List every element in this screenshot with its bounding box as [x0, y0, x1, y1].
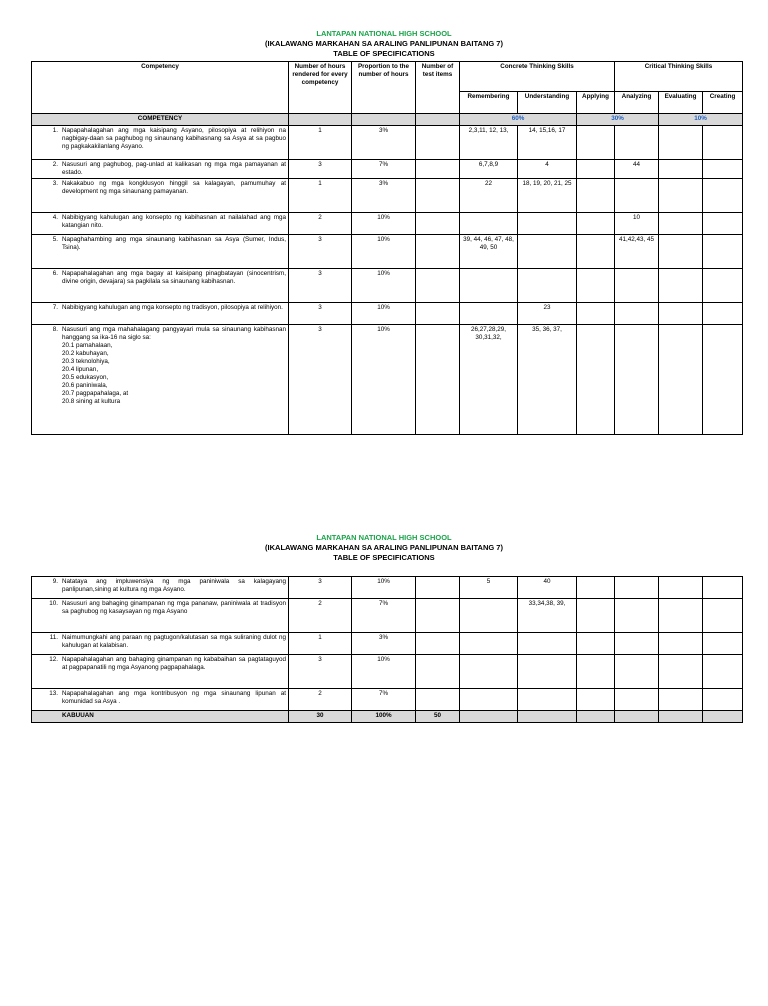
competency-subitem: 20.1 pamahalaan, [62, 342, 113, 349]
hours-cell: 2 [289, 213, 352, 235]
evaluating-cell [659, 655, 703, 689]
competency-number: 1. [52, 127, 58, 134]
competency-cell [32, 213, 289, 235]
applying-cell [577, 179, 615, 213]
competency-text: Natataya ang impluwensiya ng mga paniniwala sa kalagayang panlipunan,sining at kultura ng mga Asyano. [62, 578, 286, 593]
analyzing-cell [615, 689, 659, 711]
items-cell [416, 179, 460, 213]
col-critical: Critical Thinking Skills [615, 62, 743, 92]
remembering-cell [460, 655, 518, 689]
hours-cell: 3 [289, 655, 352, 689]
hours-cell: 1 [289, 179, 352, 213]
col-creating: Creating [703, 92, 743, 114]
competency-cell [32, 633, 289, 655]
competency-subitem: 20.7 pagpapahalaga, at [62, 390, 129, 397]
totals-label: KABUUAN [32, 711, 289, 723]
hours-cell: 3 [289, 325, 352, 435]
remembering-cell: 2,3,11, 12, 13, [460, 126, 518, 160]
exam-subtitle-2: (IKALAWANG MARKAHAN SA ARALING PANLIPUNAN BAITANG 7) [265, 543, 503, 552]
proportion-cell: 10% [352, 325, 416, 435]
totals-empty-cell [615, 711, 659, 723]
analyzing-cell [615, 325, 659, 435]
pct-critical: 10% [659, 114, 743, 126]
items-cell [416, 689, 460, 711]
hours-cell: 2 [289, 599, 352, 633]
table-row [32, 655, 743, 689]
proportion-cell: 10% [352, 269, 416, 303]
evaluating-cell [659, 633, 703, 655]
competency-subitem: 20.8 sining at kultura [62, 398, 121, 405]
hours-cell: 1 [289, 633, 352, 655]
analyzing-cell [615, 126, 659, 160]
items-cell [416, 160, 460, 179]
competency-subitem: 20.5 edukasyon, [62, 374, 109, 381]
remembering-cell: 22 [460, 179, 518, 213]
applying-cell [577, 269, 615, 303]
table-row [32, 269, 743, 303]
competency-number: 8. [52, 326, 58, 333]
remembering-cell [460, 599, 518, 633]
competency-number: 4. [52, 214, 58, 221]
hours-cell: 3 [289, 269, 352, 303]
competency-number: 13. [49, 690, 58, 697]
totals-empty-cell [659, 711, 703, 723]
creating-cell [703, 213, 743, 235]
hours-cell: 3 [289, 303, 352, 325]
col-proportion: Proportion to the number of hours [352, 62, 416, 114]
proportion-cell: 7% [352, 160, 416, 179]
competency-cell [32, 126, 289, 160]
table-row [32, 126, 743, 160]
items-cell [416, 599, 460, 633]
proportion-cell: 3% [352, 126, 416, 160]
col-remembering: Remembering [460, 92, 518, 114]
totals-empty-cell [577, 711, 615, 723]
applying-cell [577, 303, 615, 325]
applying-cell [577, 689, 615, 711]
understanding-cell: 23 [518, 303, 577, 325]
competency-text: Napapahalagahan ang mga kontribusyon ng mga sinaunang lipunan at komunidad sa Asya . [62, 690, 286, 705]
competency-percent-row [32, 114, 743, 126]
items-cell [416, 303, 460, 325]
table-row [32, 303, 743, 325]
competency-cell [32, 655, 289, 689]
competency-text: Naimumungkahi ang paraan ng pagtugon/kalutasan sa mga suliraning dulot ng kahulugan at kalabisan. [62, 634, 286, 649]
applying-cell [577, 213, 615, 235]
items-cell [416, 235, 460, 269]
competency-number: 3. [52, 180, 58, 187]
understanding-cell: 33,34,38, 39, [518, 599, 577, 633]
table-row [32, 689, 743, 711]
creating-cell [703, 633, 743, 655]
understanding-cell: 18, 19, 20, 21, 25 [518, 179, 577, 213]
applying-cell [577, 126, 615, 160]
table-row [32, 179, 743, 213]
understanding-cell: 35, 36, 37, [518, 325, 577, 435]
analyzing-cell [615, 633, 659, 655]
proportion-cell: 10% [352, 577, 416, 599]
totals-hours: 30 [289, 711, 352, 723]
applying-cell [577, 235, 615, 269]
understanding-cell [518, 689, 577, 711]
proportion-cell: 10% [352, 235, 416, 269]
applying-cell [577, 160, 615, 179]
competency-text: Napapahalagahan ang mga kaisipang Asyano, pilosopiya at relihiyon na nagbigay-daan sa paghubog ng sinaunang kabihasnang sa Asya at sa pagbuo ng pagkakakilanlang Asyano. [62, 127, 286, 150]
competency-cell [32, 235, 289, 269]
applying-cell [577, 325, 615, 435]
analyzing-cell: 44 [615, 160, 659, 179]
analyzing-cell: 41,42,43, 45 [615, 235, 659, 269]
competency-subitem: 20.4 lipunan, [62, 366, 99, 373]
hours-cell: 1 [289, 126, 352, 160]
creating-cell [703, 303, 743, 325]
competency-text: Napapahalagahan ang mga bagay at kaisipang pinagbatayan (sinocentrism, divine origin, devajara) sa pagkilala sa sinaunang kabihasnan. [62, 270, 286, 285]
applying-cell [577, 599, 615, 633]
creating-cell [703, 577, 743, 599]
understanding-cell [518, 633, 577, 655]
competency-cell [32, 179, 289, 213]
competency-cell [32, 269, 289, 303]
creating-cell [703, 126, 743, 160]
hours-cell: 3 [289, 577, 352, 599]
remembering-cell: 5 [460, 577, 518, 599]
competency-number: 6. [52, 270, 58, 277]
table-row [32, 235, 743, 269]
creating-cell [703, 235, 743, 269]
hours-cell: 3 [289, 235, 352, 269]
competency-number: 11. [49, 634, 58, 641]
proportion-cell: 3% [352, 633, 416, 655]
remembering-cell [460, 269, 518, 303]
competency-text: Napapahalagahan ang bahaging ginampanan ng kababaihan sa pagtataguyod at pagpapanatili ng mga Asyanong pagpapahalaga. [62, 656, 286, 671]
evaluating-cell [659, 577, 703, 599]
col-analyzing: Analyzing [615, 92, 659, 114]
items-cell [416, 325, 460, 435]
evaluating-cell [659, 213, 703, 235]
applying-cell [577, 655, 615, 689]
competency-subitem: 20.3 teknolohiya, [62, 358, 110, 365]
competency-text: Nabibigyang kahulugan ang konsepto ng kabihasnan at nailalahad ang mga katangian nito. [62, 214, 286, 229]
analyzing-cell [615, 269, 659, 303]
totals-items: 50 [416, 711, 460, 723]
table-row [32, 577, 743, 599]
understanding-cell [518, 235, 577, 269]
competency-number: 10. [49, 600, 58, 607]
competency-cell [32, 689, 289, 711]
items-cell [416, 633, 460, 655]
proportion-cell: 7% [352, 599, 416, 633]
doc-title-2: TABLE OF SPECIFICATIONS [333, 553, 435, 562]
proportion-cell: 3% [352, 179, 416, 213]
pct-applying: 30% [577, 114, 659, 126]
analyzing-cell [615, 577, 659, 599]
competency-cell [32, 599, 289, 633]
col-competency: Competency [32, 62, 289, 114]
competency-cell [32, 303, 289, 325]
col-hours: Number of hours rendered for every competency [289, 62, 352, 114]
items-cell [416, 213, 460, 235]
proportion-cell: 10% [352, 655, 416, 689]
competency-label: COMPETENCY [32, 114, 289, 126]
remembering-cell [460, 633, 518, 655]
understanding-cell: 4 [518, 160, 577, 179]
understanding-cell: 40 [518, 577, 577, 599]
pct-concrete: 60% [460, 114, 577, 126]
competency-text: Nakakabuo ng mga kongklusyon hinggil sa kalagayan, pamumuhay at development ng mga sinaunang pamayanan. [62, 180, 286, 195]
col-understanding: Understanding [518, 92, 577, 114]
page2-header [0, 533, 768, 563]
page1-header [0, 29, 768, 59]
applying-cell [577, 633, 615, 655]
remembering-cell: 39, 44, 46, 47, 48, 49, 50 [460, 235, 518, 269]
items-cell [416, 269, 460, 303]
creating-cell [703, 655, 743, 689]
competency-text: Nasusuri ang paghubog, pag-unlad at kalikasan ng mga mga pamayanan at estado. [62, 161, 286, 176]
col-applying: Applying [577, 92, 615, 114]
evaluating-cell [659, 269, 703, 303]
remembering-cell [460, 689, 518, 711]
understanding-cell: 14, 15,16, 17 [518, 126, 577, 160]
applying-cell [577, 577, 615, 599]
hours-cell: 3 [289, 160, 352, 179]
totals-empty-cell [460, 711, 518, 723]
competency-number: 5. [52, 236, 58, 243]
exam-subtitle: (IKALAWANG MARKAHAN SA ARALING PANLIPUNAN BAITANG 7) [265, 39, 503, 48]
creating-cell [703, 269, 743, 303]
remembering-cell: 26,27,28,29, 30,31,32, [460, 325, 518, 435]
proportion-cell: 10% [352, 213, 416, 235]
table-row [32, 325, 743, 435]
competency-number: 2. [52, 161, 58, 168]
analyzing-cell [615, 655, 659, 689]
items-cell [416, 577, 460, 599]
tos-table-page1 [31, 61, 743, 435]
evaluating-cell [659, 160, 703, 179]
analyzing-cell [615, 303, 659, 325]
col-evaluating: Evaluating [659, 92, 703, 114]
evaluating-cell [659, 235, 703, 269]
competency-text: Napaghahambing ang mga sinaunang kabihasnan sa Asya (Sumer, Indus, Tsina). [62, 236, 286, 251]
competency-number: 7. [52, 304, 58, 311]
competency-cell [32, 160, 289, 179]
competency-text: Nasusuri ang bahaging ginampanan ng mga pananaw, paniniwala at tradisyon sa paghubog ng kasaysayan ng mga Asyano [62, 600, 286, 615]
analyzing-cell [615, 599, 659, 633]
remembering-cell [460, 303, 518, 325]
evaluating-cell [659, 599, 703, 633]
remembering-cell: 6,7,8,9 [460, 160, 518, 179]
creating-cell [703, 160, 743, 179]
doc-title: TABLE OF SPECIFICATIONS [333, 49, 435, 58]
hours-cell: 2 [289, 689, 352, 711]
analyzing-cell [615, 179, 659, 213]
creating-cell [703, 689, 743, 711]
totals-empty-cell [518, 711, 577, 723]
competency-text: Nabibigyang kahulugan ang mga konsepto ng tradisyon, pilosopiya at relihiyon. [62, 304, 283, 311]
school-name: LANTAPAN NATIONAL HIGH SCHOOL [316, 29, 452, 38]
competency-subitem: 20.2 kabuhayan, [62, 350, 109, 357]
tos-table-page2 [31, 576, 743, 723]
understanding-cell [518, 269, 577, 303]
competency-cell [32, 577, 289, 599]
table-row [32, 213, 743, 235]
competency-cell [32, 325, 289, 435]
items-cell [416, 126, 460, 160]
creating-cell [703, 179, 743, 213]
competency-number: 12. [49, 656, 58, 663]
proportion-cell: 10% [352, 303, 416, 325]
competency-number: 9. [52, 578, 58, 585]
creating-cell [703, 325, 743, 435]
evaluating-cell [659, 325, 703, 435]
remembering-cell [460, 213, 518, 235]
school-name-2: LANTAPAN NATIONAL HIGH SCHOOL [316, 533, 452, 542]
understanding-cell [518, 213, 577, 235]
items-cell [416, 655, 460, 689]
evaluating-cell [659, 303, 703, 325]
table-row [32, 633, 743, 655]
competency-text: Nasusuri ang mga mahahalagang pangyayari mula sa sinaunang kabihasnan hanggang sa ika-16 na siglo sa: [62, 326, 286, 341]
analyzing-cell: 10 [615, 213, 659, 235]
evaluating-cell [659, 179, 703, 213]
totals-proportion: 100% [352, 711, 416, 723]
competency-subitem: 20.6 paniniwala, [62, 382, 108, 389]
creating-cell [703, 599, 743, 633]
totals-row [32, 711, 743, 723]
proportion-cell: 7% [352, 689, 416, 711]
evaluating-cell [659, 689, 703, 711]
table-row [32, 160, 743, 179]
table-row [32, 599, 743, 633]
evaluating-cell [659, 126, 703, 160]
understanding-cell [518, 655, 577, 689]
col-concrete: Concrete Thinking Skills [460, 62, 615, 92]
col-items: Number of test items [416, 62, 460, 114]
totals-empty-cell [703, 711, 743, 723]
